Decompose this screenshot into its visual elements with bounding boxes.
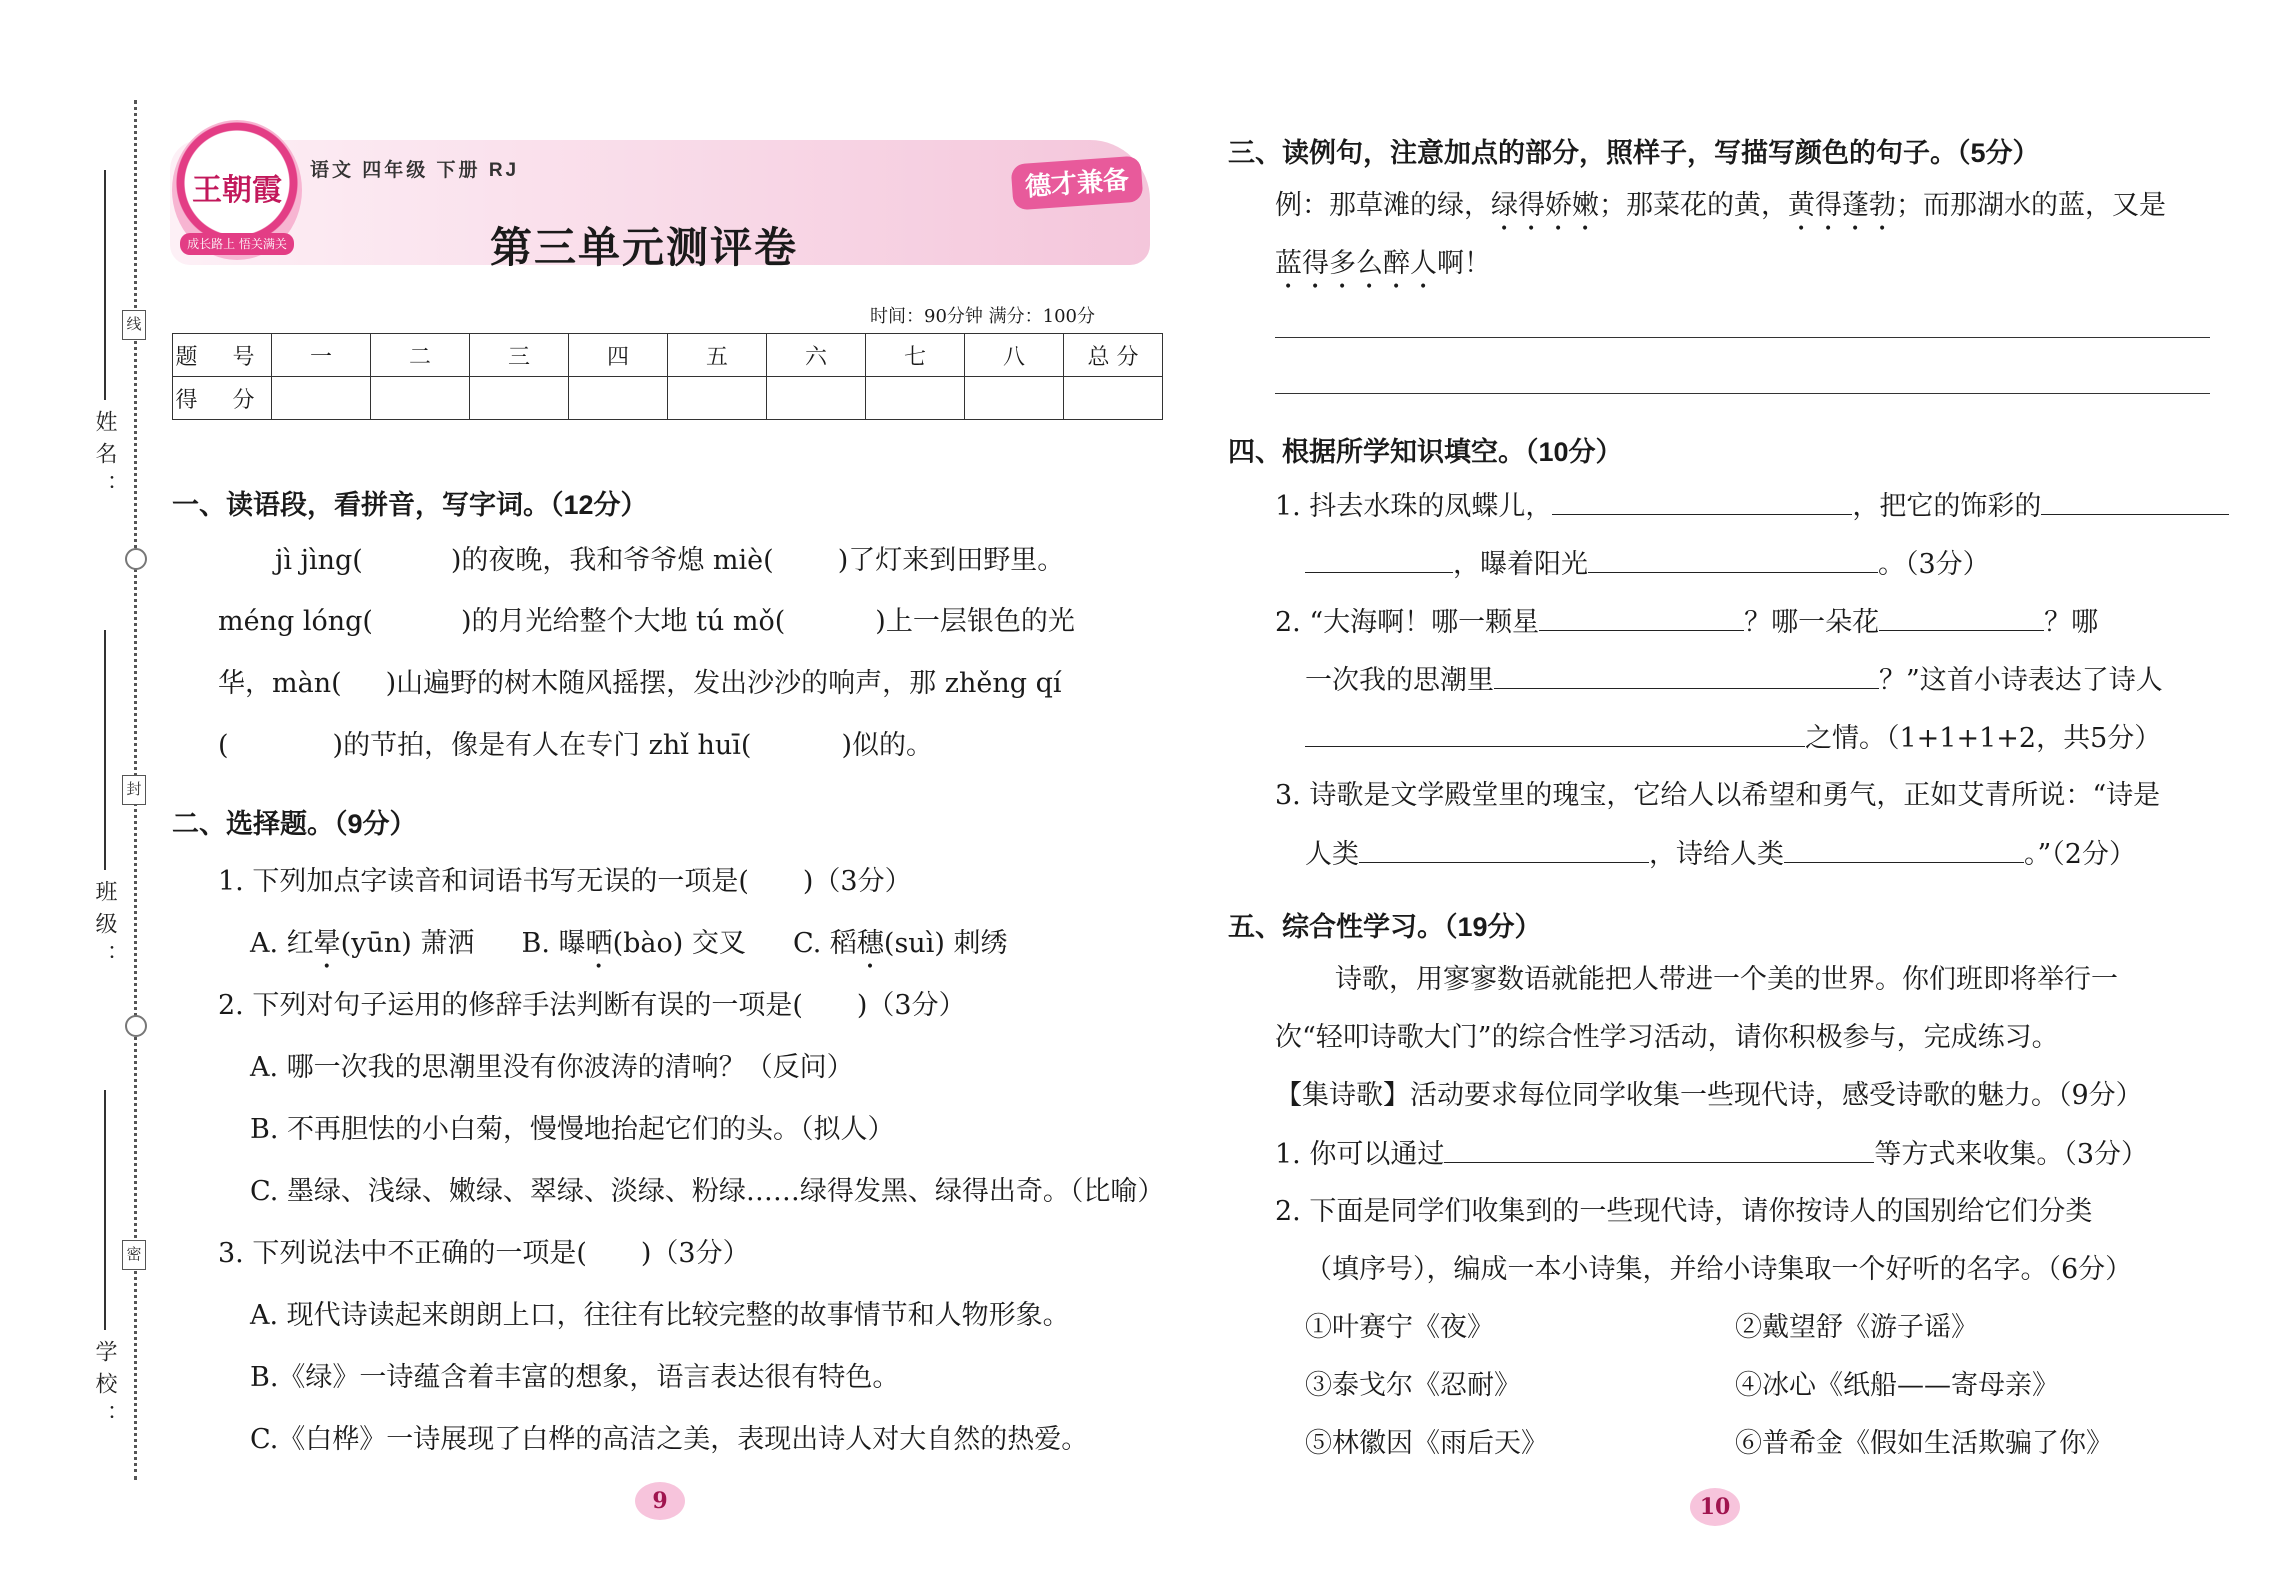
poem-item: ⑥普希金《假如生活欺骗了你》 xyxy=(1735,1428,2113,1459)
s2-q3: 3. 下列说法中不正确的一项是( )（3分） xyxy=(218,1238,750,1269)
s4-blank[interactable] xyxy=(1784,838,2024,863)
class-write-line[interactable] xyxy=(104,630,106,870)
s4-q3-line-1: 3. 诗歌是文学殿堂里的瑰宝，它给人以希望和勇气，正如艾青所说：“诗是 xyxy=(1275,780,2161,811)
section-2-heading: 二、选择题。（9分） xyxy=(172,809,417,839)
s4-blank[interactable] xyxy=(1494,664,1879,689)
score-table xyxy=(172,333,1163,420)
s1-text: méng lóng( xyxy=(218,606,373,637)
score-cell[interactable] xyxy=(767,377,866,420)
s1-line-4 xyxy=(218,730,933,762)
score-cell[interactable] xyxy=(1064,377,1163,420)
s5-paragraph-line-2: 次“轻叩诗歌大门”的综合性学习活动，请你积极参与，完成练习。 xyxy=(1275,1022,2059,1053)
s1-text: )的节拍，像是有人在专门 zhǐ huī( xyxy=(332,730,752,761)
s4-blank[interactable] xyxy=(1305,548,1453,573)
s4-q1-line-2: ，曝着阳光 。（3分） xyxy=(1305,548,1990,581)
school-write-line[interactable] xyxy=(104,1090,106,1330)
s1-text: )似的。 xyxy=(841,730,933,761)
s1-text: )的夜晚，我和爷爷熄 miè( xyxy=(450,545,774,576)
score-header-cell: 三 xyxy=(470,334,569,377)
poem-item: ⑤林徽因《雨后天》 xyxy=(1305,1428,1548,1459)
score-header-cell: 二 xyxy=(371,334,470,377)
s5-blank[interactable] xyxy=(1444,1138,1874,1163)
s1-text: )的月光给整个大地 tú mǒ( xyxy=(460,606,786,637)
score-cell[interactable] xyxy=(866,377,965,420)
s4-q2-line-2: 一次我的思潮里 ？”这首小诗表达了诗人 xyxy=(1305,665,2163,696)
poem-item: ④冰心《纸船——寄母亲》 xyxy=(1735,1370,2059,1401)
s1-line-3 xyxy=(218,668,1062,700)
binding-ring-icon xyxy=(125,1015,147,1037)
s4-q2-line-1: 2. “大海啊！哪一颗星 ？哪一朵花 ？哪 xyxy=(1275,607,2099,638)
time-info: 时间：90分钟 满分：100分 xyxy=(870,306,1095,327)
option-b[interactable]: B. 不再胆怯的小白菊，慢慢地抬起它们的头。（拟人） xyxy=(250,1114,895,1145)
s4-q1-line-1: 1. 抖去水珠的凤蝶儿， ，把它的饰彩的 xyxy=(1275,490,2229,523)
s4-blank[interactable] xyxy=(1552,490,1852,515)
s4-blank[interactable] xyxy=(1879,606,2044,631)
score-header-cell: 五 xyxy=(668,334,767,377)
score-header-cell: 六 xyxy=(767,334,866,377)
poem-item: ③泰戈尔《忍耐》 xyxy=(1305,1370,1521,1401)
s5-q1: 1. 你可以通过 等方式来收集。（3分） xyxy=(1275,1139,2149,1170)
score-cell[interactable] xyxy=(668,377,767,420)
s5-q2-line-1: 2. 下面是同学们收集到的一些现代诗，请你按诗人的国别给它们分类 xyxy=(1275,1196,2093,1227)
s3-example-line-1: 例：那草滩的绿，绿得娇嫩；那菜花的黄，黄得蓬勃；而那湖水的蓝，又是 xyxy=(1275,190,2166,221)
s1-line-1 xyxy=(275,545,1064,577)
s5-paragraph-line-1: 诗歌，用寥寥数语就能把人带进一个美的世界。你们班即将举行一 xyxy=(1335,964,2118,995)
option-c[interactable]: C. 墨绿、浅绿、嫩绿、翠绿、淡绿、粉绿……绿得发黑、绿得出奇。（比喻） xyxy=(250,1176,1165,1207)
s2-q2: 2. 下列对句子运用的修辞手法判断有误的一项是( )（3分） xyxy=(218,990,966,1021)
subject-meta: 语文 四年级 下册 RJ xyxy=(310,160,520,181)
s1-text: 华，màn( xyxy=(218,668,342,699)
score-cell[interactable] xyxy=(371,377,470,420)
poem-item: ②戴望舒《游子谣》 xyxy=(1735,1312,1978,1343)
score-header-cell: 一 xyxy=(272,334,371,377)
logo-text: 王朝霞 xyxy=(192,173,282,208)
s1-text: )山遍野的树木随风摇摆，发出沙沙的响声，那 zhěng qí xyxy=(385,668,1062,699)
option-a[interactable]: A. 现代诗读起来朗朗上口，往往有比较完整的故事情节和人物形象。 xyxy=(250,1300,1070,1331)
s4-blank[interactable] xyxy=(1305,722,1805,747)
s5-activity-intro: 【集诗歌】活动要求每位同学收集一些现代诗，感受诗歌的魅力。（9分） xyxy=(1275,1080,2143,1111)
score-row-label: 得 分 xyxy=(173,377,272,420)
s4-blank[interactable] xyxy=(1539,606,1744,631)
s3-example-line-2: 蓝得多么醉人啊！ xyxy=(1275,248,1491,279)
score-cell[interactable] xyxy=(272,377,371,420)
s3-answer-line[interactable] xyxy=(1275,337,2210,338)
option-a[interactable]: A. 红晕(yūn) 萧洒 xyxy=(250,928,475,959)
page-number-right: 10 xyxy=(1690,1488,1740,1526)
score-header-cell: 四 xyxy=(569,334,668,377)
score-header-cell: 题 号 xyxy=(173,334,272,377)
s4-q3-line-2: 人类 ，诗给人类 。”（2分） xyxy=(1305,839,2136,870)
option-a[interactable]: A. 哪一次我的思潮里没有你波涛的清响？（反问） xyxy=(250,1052,854,1083)
brand-logo xyxy=(172,120,302,260)
class-label: 班级： xyxy=(92,880,117,976)
name-label: 姓名： xyxy=(92,410,117,506)
brand-badge: 德才兼备 xyxy=(1011,156,1144,211)
section-3-heading: 三、读例句，注意加点的部分，照样子，写描写颜色的句子。（5分） xyxy=(1228,138,2040,168)
score-cell[interactable] xyxy=(569,377,668,420)
score-header-cell: 总 分 xyxy=(1064,334,1163,377)
binding-mark-xian: 线 xyxy=(122,310,146,340)
poem-item: ①叶赛宁《夜》 xyxy=(1305,1312,1494,1343)
binding-ring-icon xyxy=(125,548,147,570)
logo-slogan: 成长路上 悟关满关 xyxy=(180,233,294,255)
option-b[interactable]: B. 曝晒(bào) 交叉 xyxy=(521,928,746,959)
s2-q1: 1. 下列加点字读音和词语书写无误的一项是( )（3分） xyxy=(218,866,912,897)
s4-q2-line-3: 之情。（1+1+1+2，共5分） xyxy=(1305,722,2161,755)
s1-text: )了灯来到田野里。 xyxy=(837,545,1065,576)
option-c[interactable]: C. 稻穗(suì) 刺绣 xyxy=(793,928,1008,959)
section-4-heading: 四、根据所学知识填空。（10分） xyxy=(1228,437,1623,467)
s1-line-2 xyxy=(218,606,1075,638)
page-title: 第三单元测评卷 xyxy=(490,224,799,271)
s5-q2-line-2: （填序号），编成一本小诗集，并给小诗集取一个好听的名字。（6分） xyxy=(1305,1254,2133,1285)
binding-mark-feng: 封 xyxy=(122,775,146,805)
score-table-header-row xyxy=(173,334,1163,377)
s1-text: ( xyxy=(218,730,229,761)
score-header-cell: 八 xyxy=(965,334,1064,377)
option-b[interactable]: B.《绿》一诗蕴含着丰富的想象，语言表达很有特色。 xyxy=(250,1362,900,1393)
name-write-line[interactable] xyxy=(104,170,106,400)
option-c[interactable]: C.《白桦》一诗展现了白桦的高洁之美，表现出诗人对大自然的热爱。 xyxy=(250,1424,1089,1455)
score-header-cell: 七 xyxy=(866,334,965,377)
s1-text: )上一层银色的光 xyxy=(875,606,1075,637)
s4-blank[interactable] xyxy=(1359,838,1649,863)
score-cell[interactable] xyxy=(965,377,1064,420)
s3-answer-line[interactable] xyxy=(1275,393,2210,394)
s2-q1-options xyxy=(250,928,1007,975)
school-label: 学校： xyxy=(92,1340,117,1436)
binding-mark-mi: 密 xyxy=(122,1240,146,1270)
score-cell[interactable] xyxy=(470,377,569,420)
page-number-left: 9 xyxy=(635,1482,685,1520)
section-5-heading: 五、综合性学习。（19分） xyxy=(1228,912,1542,942)
section-1-heading: 一、读语段，看拼音，写字词。（12分） xyxy=(172,490,648,520)
s1-text: jì jìng( xyxy=(275,545,363,576)
score-table-score-row xyxy=(173,377,1163,420)
s4-blank[interactable] xyxy=(2041,490,2229,515)
s4-blank[interactable] xyxy=(1588,548,1878,573)
